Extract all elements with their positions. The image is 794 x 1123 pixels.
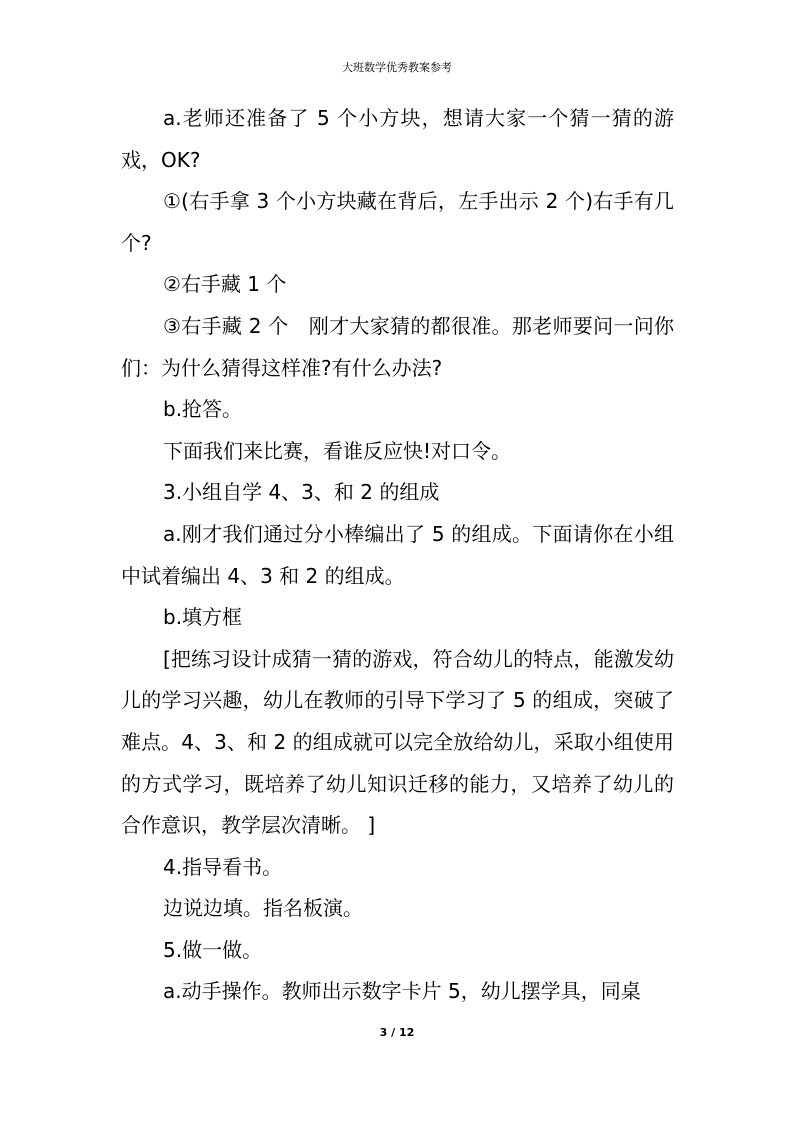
section-heading: 3.小组自学 4、3、和 2 的组成 (163, 480, 440, 505)
section-heading: 4.指导看书。 (163, 854, 283, 879)
document-body (121, 98, 674, 1013)
paragraph: a.刚才我们通过分小棒编出了 5 的组成。下面请你在小组中试着编出 4、3 和 2 的组成。 (121, 521, 674, 588)
section-heading: 5.做一做。 (163, 937, 263, 962)
paragraph: 下面我们来比赛，看谁反应快!对口令。 (163, 438, 512, 463)
paragraph: a.动手操作。教师出示数字卡片 5，幼儿摆学具，同桌 (163, 979, 641, 1004)
page-number: 3 / 12 (379, 1026, 415, 1039)
page-header: 大班数学优秀教案参考 (342, 61, 452, 74)
commentary-paragraph: [把练习设计成猜一猜的游戏，符合幼儿的特点，能激发幼儿的学习兴趣，幼儿在教师的引导下学习了 5 的组成，突破了难点。4、3、和 2 的组成就可以完全放给幼儿，采取小组使用的方式学习，既培养了幼儿知识迁移的能力，又培养了幼儿的合作意识，教学层次清晰。 ] (121, 646, 674, 838)
paragraph: a.老师还准备了 5 个小方块，想请大家一个猜一猜的游戏，OK? (121, 106, 674, 172)
paragraph: ③右手藏 2 个 刚才大家猜的都很准。那老师要问一问你们：为什么猜得这样准?有什么办法? (121, 313, 674, 380)
paragraph: ①(右手拿 3 个小方块藏在背后，左手出示 2 个)右手有几个? (121, 189, 674, 255)
paragraph: b.填方框 (163, 605, 243, 630)
paragraph: ②右手藏 1 个 (163, 272, 287, 297)
paragraph: 边说边填。指名板演。 (163, 896, 363, 921)
paragraph: b.抢答。 (163, 397, 243, 422)
